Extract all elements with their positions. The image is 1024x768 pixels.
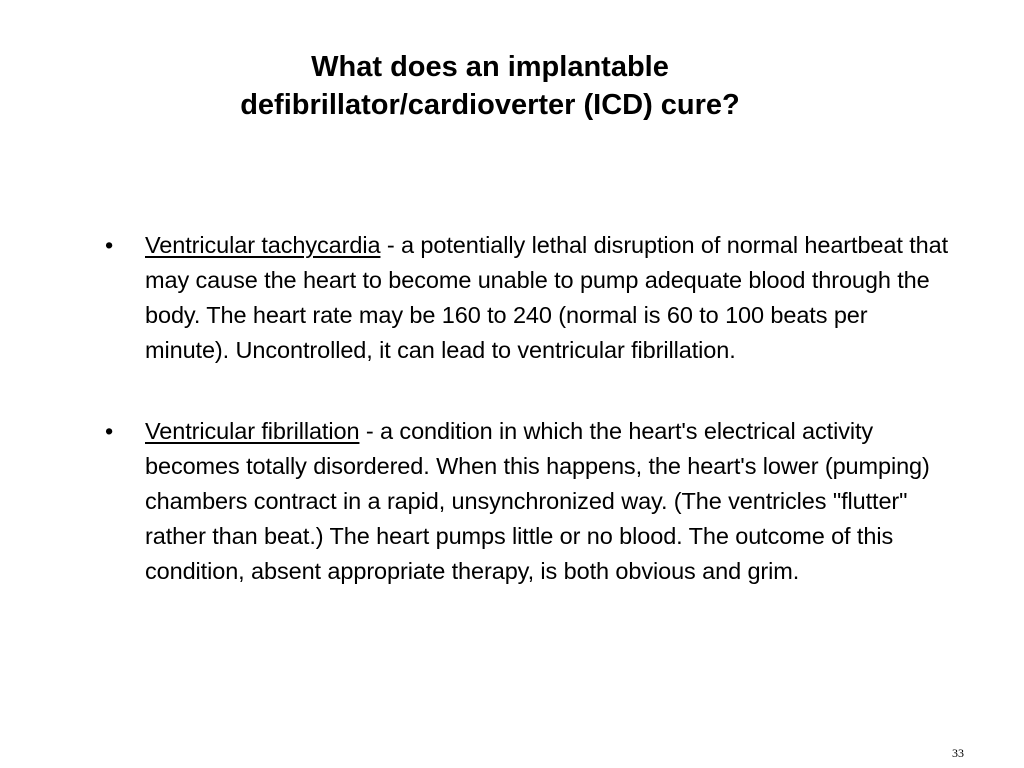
term-ventricular-tachycardia: Ventricular tachycardia <box>145 232 381 258</box>
bullet-ventricular-fibrillation <box>105 414 950 589</box>
definition-ventricular-tachycardia: - a potentially lethal disruption of normal heartbeat that may cause the heart to become unable to pump adequate blood through the body. The heart rate may be 160 to 240 (normal is 60 to 100 beats per minute). Uncontrolled, it can lead to ventricular fibrillation. <box>145 232 949 363</box>
title-line-2: defibrillator/cardioverter (ICD) cure? <box>240 89 740 121</box>
bullet-marker: • <box>105 418 114 444</box>
slide-title <box>140 48 840 124</box>
slide-number: 33 <box>952 746 964 760</box>
definition-ventricular-fibrillation: - a condition in which the heart's electrical activity becomes totally disordered. When this happens, the heart's lower (pumping) chambers contract in a rapid, unsynchronized way. (The ventricles "flutter" rather than beat.) The heart pumps little or no blood. The outcome of this condition, absent appropriate therapy, is both obvious and grim. <box>145 418 930 584</box>
bullet-list <box>105 228 950 589</box>
bullet-marker: • <box>105 232 114 258</box>
term-ventricular-fibrillation: Ventricular fibrillation <box>145 418 360 444</box>
bullet-ventricular-tachycardia <box>105 228 950 368</box>
title-line-1: What does an implantable <box>311 51 669 83</box>
